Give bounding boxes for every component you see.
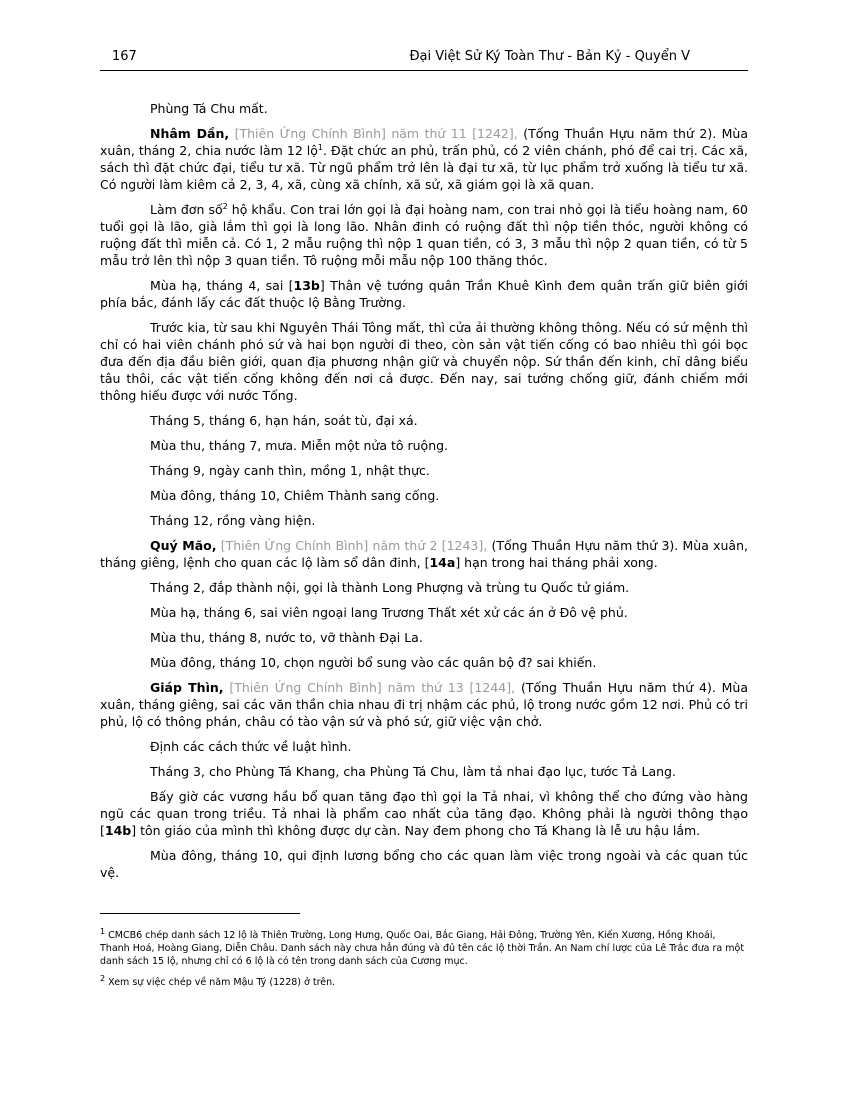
- paragraph: Mùa hạ, tháng 6, sai viên ngoại lang Trương Thất xét xử các án ở Đô vệ phủ.: [150, 605, 628, 620]
- paragraph: Mùa thu, tháng 8, nước to, vỡ thành Đại La.: [150, 630, 423, 645]
- year-heading: Nhâm Dần,: [150, 126, 230, 141]
- folio-marker: 13b: [293, 278, 320, 293]
- paragraph-quy-mao: Quý Mão, [Thiên Ứng Chính Bình] năm thứ 2 [1243], (Tống Thuần Hựu năm thứ 3). Mùa xuân, tháng giêng, lệnh cho quan các lộ làm sổ dân đinh, [14a] hạn trong hai tháng phải xong.: [100, 538, 748, 570]
- footnote-2: $^2$ Xem sự việc chép về năm Mậu Tý (1228) ở trên.: [100, 973, 336, 988]
- footnote-ref[interactable]: 1: [317, 142, 324, 152]
- paragraph: Định các cách thức về luật hình.: [150, 739, 352, 754]
- footnote-number: 2: [100, 973, 106, 983]
- paragraph: Tháng 2, đắp thành nội, gọi là thành Long Phượng và trùng tu Quốc tử giám.: [150, 580, 630, 595]
- paragraph: Mùa đông, tháng 10, Chiêm Thành sang cống.: [150, 488, 440, 503]
- era-note: [Thiên Ứng Chính Bình] năm thứ 2 [1243],: [220, 538, 488, 553]
- paragraph: Phùng Tá Chu mất.: [150, 101, 268, 116]
- page-number: 167: [112, 49, 137, 64]
- paragraph: Mùa hạ, tháng 4, sai [13b] Thân vệ tướng quân Trần Khuê Kình đem quân trấn giữ biên giới phía bắc, đánh lấy các đất thuộc lộ Bằng Trường.: [100, 278, 748, 310]
- year-heading: Quý Mão,: [150, 538, 217, 553]
- paragraph: Trước kia, từ sau khi Nguyên Thái Tông mất, thì cửa ải thường không thông. Nếu có sứ mệnh thì chỉ có hai viên chánh phó sứ và hai bọn người đi theo, còn sản vật tiến cống có bao nhiêu thì gói bọc đưa đến địa đầu biên giới, quan địa phương nhận giữ và chuyển nộp. Sứ thần đến kinh, chỉ dâng biểu tâu thôi, các vật tiến cống không đến nơi cả được. Đến nay, sai tướng chống giữ, đánh chiếm mới thông hiếu được với nước Tống.: [100, 320, 748, 403]
- paragraph-giap-thin: Giáp Thìn, [Thiên Ứng Chính Bình] năm thứ 13 [1244], (Tống Thuần Hựu năm thứ 4). Mùa xuân, tháng giêng, sai các văn thần chia nhau đi trị nhậm các phủ, lộ trong nước gồm 12 nơi. Phủ có tri phủ, lộ có thông phán, châu có tào vận sứ và phó sứ, giữ việc vận chở.: [100, 680, 749, 729]
- folio-marker: 14a: [429, 555, 456, 570]
- paragraph: Tháng 5, tháng 6, hạn hán, soát tù, đại xá.: [150, 413, 418, 428]
- paragraph: Tháng 3, cho Phùng Tá Khang, cha Phùng Tá Chu, làm tả nhai đạo lục, tước Tả Lang.: [150, 764, 676, 779]
- paragraph: Mùa thu, tháng 7, mưa. Miễn một nửa tô ruộng.: [150, 438, 449, 453]
- paragraph: Tháng 9, ngày canh thìn, mồng 1, nhật thực.: [150, 463, 430, 478]
- footnote-divider: [100, 913, 300, 914]
- main-text: [100, 100, 748, 889]
- era-note: [Thiên Ứng Chính Bình] năm thứ 11 [1242],: [234, 126, 518, 141]
- folio-marker: 14b: [104, 823, 132, 838]
- footnote-ref[interactable]: 2: [222, 201, 228, 211]
- paragraph: Mùa đông, tháng 10, qui định lương bổng cho các quan làm việc trong ngoài và các quan túc vệ.: [100, 848, 748, 880]
- paragraph: Bấy giờ các vương hầu bổ quan tăng đạo thì gọi la Tả nhai, vì không thể cho đứng vào hàng ngũ các quan trong triều. Tả nhai là phẩm cao nhất của tăng đạo. Không phải là người thông thạo [14b] tôn giáo của mình thì không được dự càn. Nay đem phong cho Tá Khang là lễ ưu hậu lắm.: [100, 789, 748, 838]
- paragraph-nham-dan: Nhâm Dần, [Thiên Ứng Chính Bình] năm thứ 11 [1242], (Tống Thuần Hựu năm thứ 2). Mùa xuân, tháng 2, chia nước làm 12 lộ$^1$. Đặt chức an phủ, trấn phủ, có 2 viên chánh, phó để cai trị. Các xã, sách thì đặt chức đại, tiểu tư xã. Từ ngũ phẩm trở lên là đại tư xã, từ lục phẩm trở xuống là tiểu tư xã. Có người làm kiêm cả 2, 3, 4, xã, cùng xã chính, xã sử, xã giám gọi là xã quan.: [100, 126, 749, 192]
- footnote-number: 1: [100, 926, 106, 936]
- paragraph: Mùa đông, tháng 10, chọn người bổ sung vào các quân bộ đ? sai khiến.: [150, 655, 597, 670]
- book-title: Đại Việt Sử Ký Toàn Thư - Bản Kỷ - Quyển V: [409, 49, 690, 64]
- footnote-1: $^1$ CMCB6 chép danh sách 12 lộ là Thiên Trường, Long Hưng, Quốc Oai, Bắc Giang, Hải Đông, Trường Yên, Kiến Xương, Hồng Khoái, Thanh Hoá, Hoàng Giang, Diễn Châu. Danh sách này chưa hẳn đúng và đủ tên các lộ thời Trần. An Nam chí lược của Lê Trắc đưa ra một danh sách 15 lộ, nhưng chỉ có 6 lộ là có tên trong danh sách của Cương mục.: [100, 926, 745, 967]
- paragraph: Tháng 12, rồng vàng hiện.: [150, 513, 316, 528]
- page-header: [100, 48, 748, 71]
- year-heading: Giáp Thìn,: [150, 680, 224, 695]
- footnotes: [100, 926, 748, 997]
- era-note: [Thiên Ứng Chính Bình] năm thứ 13 [1244],: [229, 680, 516, 695]
- paragraph: Làm đơn số$^2$ hộ khẩu. Con trai lớn gọi là đại hoàng nam, con trai nhỏ gọi là tiểu hoàng nam, 60 tuổi gọi là lão, già lắm thì gọi là long lão. Nhân đinh có ruộng đất thì nộp tiền thóc, người không có ruộng đất thì miễn cả. Có 1, 2 mẫu ruộng thì nộp 1 quan tiền, có 3, 3 mẫu thì nộp 2 quan tiền, có từ 5 mẫu trở lên thì nộp 3 quan tiền. Tô ruộng mỗi mẫu nộp 100 thăng thóc.: [100, 201, 748, 268]
